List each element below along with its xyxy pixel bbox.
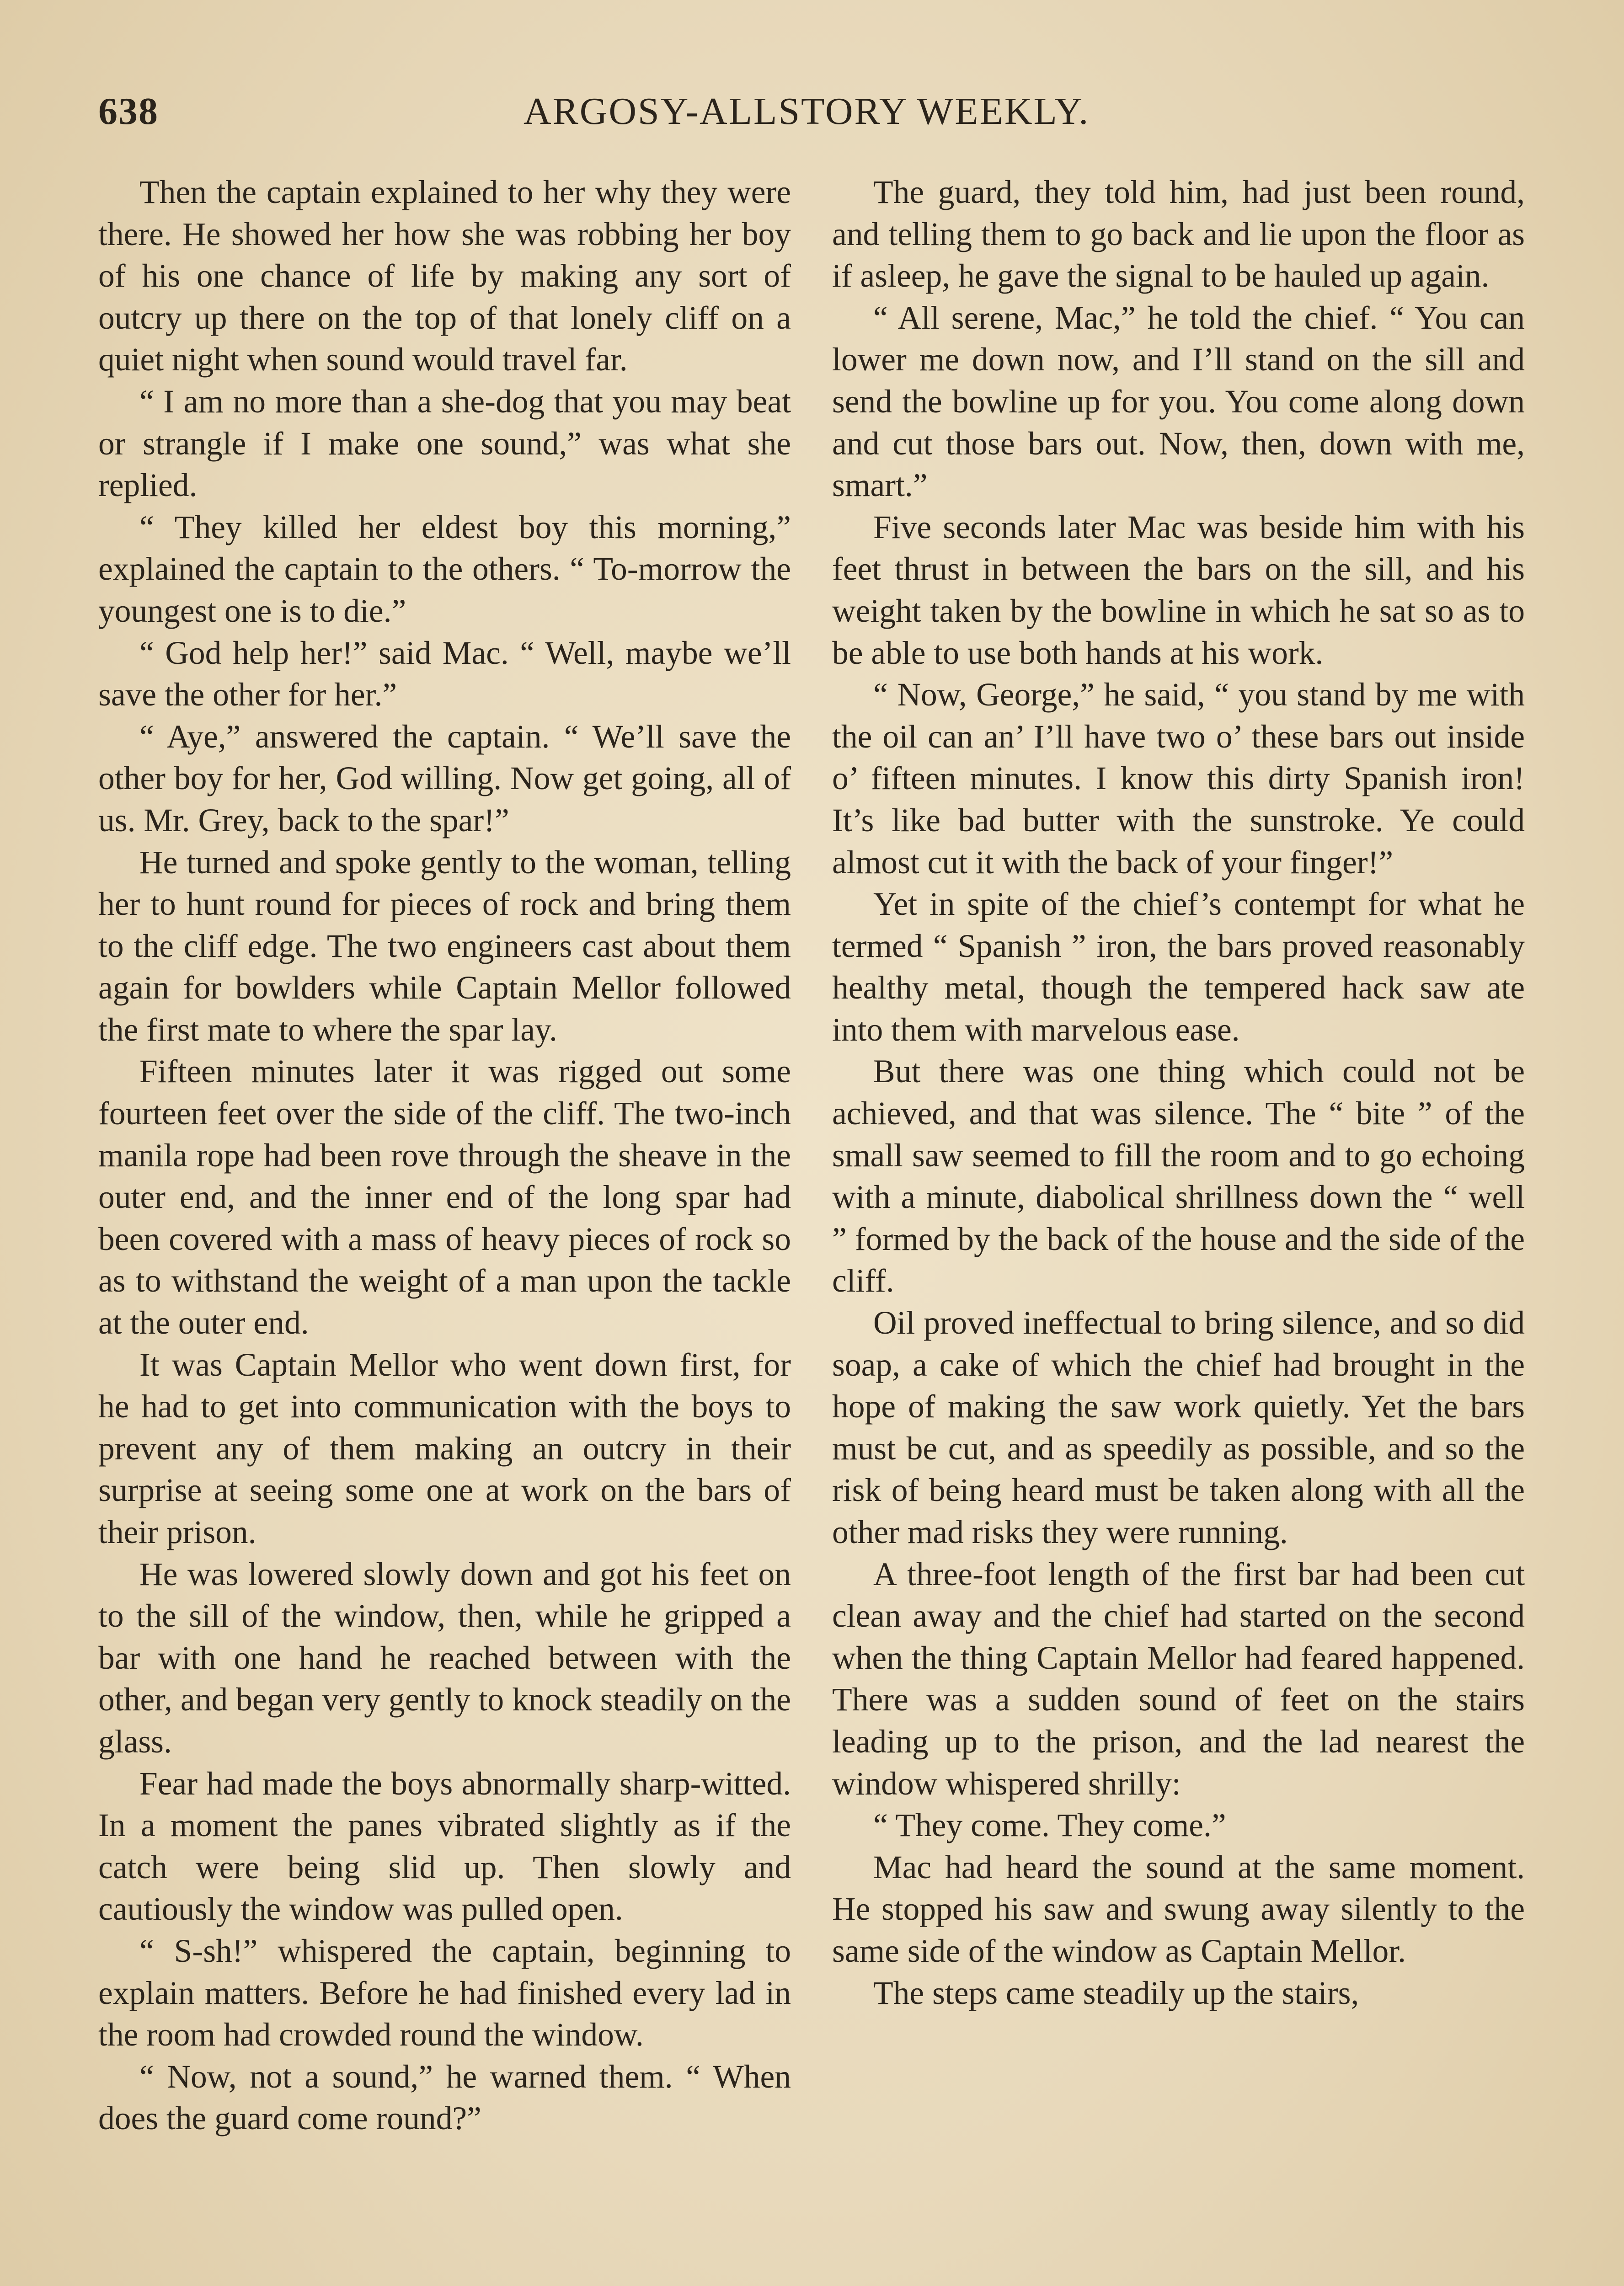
paragraph: But there was one thing which could not be achieved, and that was silence. The “ bite ” of the small saw seemed to fill the room and to go echoing with a minute, diabolical shrillness down the “ well ” formed by the back of the house and the side of the cliff.	[832, 1053, 1525, 1299]
paragraph: It was Captain Mellor who went down first, for he had to get into communication with the boys to prevent any of them making an outcry in their surprise at seeing some one at work on the bars of their prison.	[98, 1346, 791, 1550]
paragraph: Fear had made the boys abnormally sharp-witted. In a moment the panes vibrated slightly as if the catch were being slid up. Then slowly and cautiously the window was pulled open.	[98, 1765, 791, 1928]
paragraph: He was lowered slowly down and got his feet on to the sill of the window, then, while he gripped a bar with one hand he reached between with the other, and began very gently to knock steadily on the glass.	[98, 1556, 791, 1760]
left-column	[98, 171, 791, 2140]
running-head: ARGOSY-ALLSTORY WEEKLY.	[524, 90, 1090, 133]
paragraph: “ I am no more than a she-dog that you may beat or strangle if I make one sound,” was what she replied.	[98, 383, 791, 504]
paragraph: “ They killed her eldest boy this morning,” explained the captain to the others. “ To-morrow the youngest one is to die.”	[98, 509, 791, 629]
paragraph: “ God help her!” said Mac. “ Well, maybe we’ll save the other for her.”	[98, 635, 791, 713]
paragraph: Oil proved ineffectual to bring silence, and so did soap, a cake of which the chief had brought in the hope of making the saw work quietly. Yet the bars must be cut, and as speedily as possible, and so the risk of being heard must be taken along with all the other mad risks they were running.	[832, 1305, 1525, 1550]
paragraph: “ Now, George,” he said, “ you stand by me with the oil can an’ I’ll have two o’ these bars out inside o’ fifteen minutes. I know this dirty Spanish iron! It’s like bad butter with the sunstroke. Ye could almost cut it with the back of your finger!”	[832, 677, 1525, 881]
paragraph: “ They come. They come.”	[873, 1807, 1226, 1844]
paragraph: Yet in spite of the chief’s contempt for what he termed “ Spanish ” iron, the bars proved reasonably healthy metal, though the tempered hack saw ate into them with marvelous ease.	[832, 886, 1525, 1048]
paragraph: “ Aye,” answered the captain. “ We’ll save the other boy for her, God willing. Now get going, all of us. Mr. Grey, back to the spar!”	[98, 718, 791, 839]
paragraph: “ S-sh!” whispered the captain, beginning to explain matters. Before he had finished every lad in the room had crowded round the window.	[98, 1933, 791, 2053]
paragraph: He turned and spoke gently to the woman, telling her to hunt round for pieces of rock and bring them to the cliff edge. The two engineers cast about them again for bowlders while Captain Mellor followed the first mate to where the spar lay.	[98, 844, 791, 1048]
right-column	[832, 171, 1525, 2014]
paragraph: Mac had heard the sound at the same moment. He stopped his saw and swung away silently to the same side of the window as Captain Mellor.	[832, 1849, 1525, 1969]
paragraph: Fifteen minutes later it was rigged out some fourteen feet over the side of the cliff. The two-inch manila rope had been rove through the sheave in the outer end, and the inner end of the long spar had been covered with a mass of heavy pieces of rock so as to withstand the weight of a man upon the tackle at the outer end.	[98, 1053, 791, 1341]
paragraph: A three-foot length of the first bar had been cut clean away and the chief had started on the second when the thing Captain Mellor had feared happened. There was a sudden sound of feet on the stairs leading up to the prison, and the lad nearest the window whispered shrilly:	[832, 1556, 1525, 1802]
paragraph: The guard, they told him, had just been round, and telling them to go back and lie upon the floor as if asleep, he gave the signal to be hauled up again.	[832, 174, 1525, 294]
paragraph: “ Now, not a sound,” he warned them. “ When does the guard come round?”	[98, 2058, 791, 2137]
paragraph: Then the captain explained to her why they were there. He showed her how she was robbing her boy of his one chance of life by making any sort of outcry up there on the top of that lonely cliff on a quiet night when sound would travel far.	[98, 174, 791, 378]
paragraph: “ All serene, Mac,” he told the chief. “ You can lower me down now, and I’ll stand on the sill and send the bowline up for you. You come along down and cut those bars out. Now, then, down with me, smart.”	[832, 299, 1525, 504]
page-header	[98, 89, 1529, 144]
paragraph: Five seconds later Mac was beside him with his feet thrust in between the bars on the sill, and his weight taken by the bowline in which he sat so as to be able to use both hands at his work.	[832, 509, 1525, 671]
page-number: 638	[98, 90, 159, 133]
paragraph: The steps came steadily up the stairs,	[873, 1975, 1359, 2011]
